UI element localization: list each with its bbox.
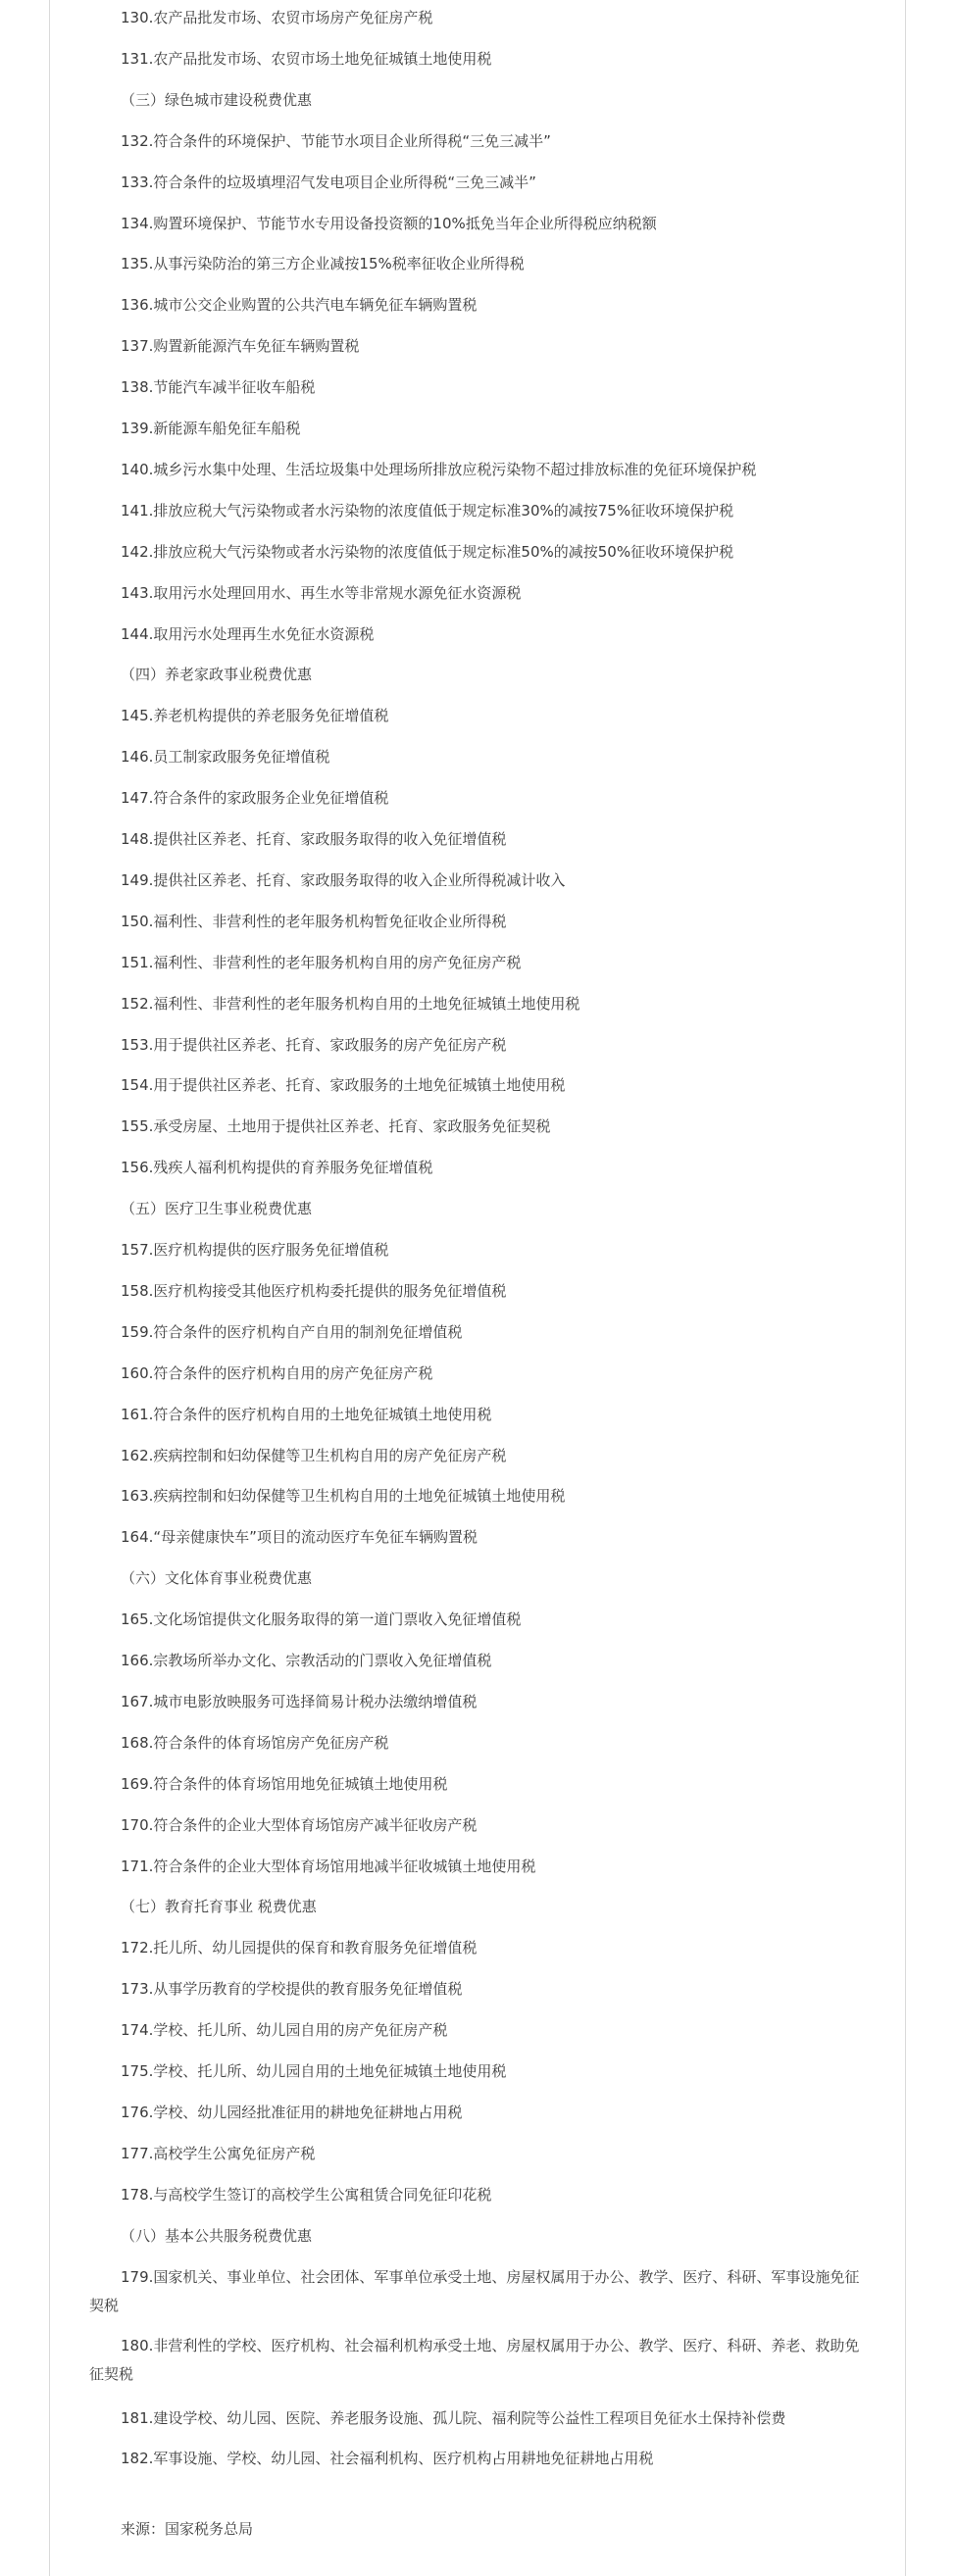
list-item: 162.疾病控制和妇幼保健等卫生机构自用的房产免征房产税 [121,1446,507,1464]
list-item: 138.节能汽车减半征收车船税 [121,378,316,397]
list-item: 141.排放应税大气污染物或者水污染物的浓度值低于规定标准30%的减按75%征收环境保护税 [121,501,734,520]
source-credit: 来源：国家税务总局 [121,2520,254,2539]
section-heading: （八）基本公共服务税费优惠 [121,2226,313,2245]
list-item: 135.从事污染防治的第三方企业减按15%税率征收企业所得税 [121,255,525,273]
list-item: 134.购置环境保护、节能节水专用设备投资额的10%抵免当年企业所得税应纳税额 [121,214,657,232]
list-item: 156.残疾人福利机构提供的育养服务免征增值税 [121,1159,433,1177]
list-item: 130.农产品批发市场、农贸市场房产免征房产税 [121,9,433,26]
list-item: 166.宗教场所举办文化、宗教活动的门票收入免征增值税 [121,1652,492,1669]
list-item: 159.符合条件的医疗机构自产自用的制剂免征增值税 [121,1322,463,1341]
list-item: 152.福利性、非营利性的老年服务机构自用的土地免征城镇土地使用税 [121,994,580,1013]
list-item: 139.新能源车船免征车船税 [121,420,301,437]
list-item: 140.城乡污水集中处理、生活垃圾集中处理场所排放应税污染物不超过排放标准的免征环境保护税 [121,460,757,478]
list-item: 164.“母亲健康快车”项目的流动医疗车免征车辆购置税 [121,1528,478,1547]
section-heading: （六）文化体育事业税费优惠 [121,1569,313,1588]
list-item: 168.符合条件的体育场馆房产免征房产税 [121,1733,389,1752]
list-item: 148.提供社区养老、托育、家政服务取得的收入免征增值税 [121,830,507,848]
list-item: 158.医疗机构接受其他医疗机构委托提供的服务免征增值税 [121,1281,507,1300]
list-item: 131.农产品批发市场、农贸市场土地免征城镇土地使用税 [121,49,492,68]
list-item: 147.符合条件的家政服务企业免征增值税 [121,789,389,808]
section-heading: （五）医疗卫生事业税费优惠 [121,1200,313,1218]
list-item: 137.购置新能源汽车免征车辆购置税 [121,337,360,356]
section-heading: （七）教育托育事业 税费优惠 [121,1898,317,1916]
list-item: 178.与高校学生签订的高校学生公寓租赁合同免征印花税 [121,2185,492,2204]
list-item: 181.建设学校、幼儿园、医院、养老服务设施、孤儿院、福利院等公益性工程项目免征水土保持补偿费 [121,2408,786,2427]
list-item: 133.符合条件的垃圾填埋沼气发电项目企业所得税“三免三减半” [121,173,536,191]
list-item: 171.符合条件的企业大型体育场馆用地减半征收城镇土地使用税 [121,1857,536,1875]
list-item: 150.福利性、非营利性的老年服务机构暂免征收企业所得税 [121,912,507,930]
list-item: 176.学校、幼儿园经批准征用的耕地免征耕地占用税 [121,2103,463,2121]
list-item: 165.文化场馆提供文化服务取得的第一道门票收入免征增值税 [121,1610,522,1629]
list-item: 143.取用污水处理回用水、再生水等非常规水源免征水资源税 [121,583,522,602]
section-heading: （三）绿色城市建设税费优惠 [121,90,313,109]
list-item: 173.从事学历教育的学校提供的教育服务免征增值税 [121,1980,463,1999]
list-item: 182.军事设施、学校、幼儿园、社会福利机构、医疗机构占用耕地免征耕地占用税 [121,2450,654,2468]
list-item: 167.城市电影放映服务可选择简易计税办法缴纳增值税 [121,1692,478,1710]
list-item: 160.符合条件的医疗机构自用的房产免征房产税 [121,1363,433,1382]
list-item: 172.托儿所、幼儿园提供的保育和教育服务免征增值税 [121,1939,478,1957]
list-item: 145.养老机构提供的养老服务免征增值税 [121,707,389,725]
list-item: 174.学校、托儿所、幼儿园自用的房产免征房产税 [121,2021,448,2040]
list-item-wrapped: 179.国家机关、事业单位、社会团体、军事单位承受土地、房屋权属用于办公、教学、医疗、科研、军事设施免征契税 [89,2267,860,2314]
list-item: 163.疾病控制和妇幼保健等卫生机构自用的土地免征城镇土地使用税 [121,1487,566,1506]
list-item: 132.符合条件的环境保护、节能节水项目企业所得税“三免三减半” [121,131,551,150]
list-item: 157.医疗机构提供的医疗服务免征增值税 [121,1241,389,1259]
list-item: 146.员工制家政服务免征增值税 [121,748,330,767]
list-item: 175.学校、托儿所、幼儿园自用的土地免征城镇土地使用税 [121,2062,507,2080]
list-item: 155.承受房屋、土地用于提供社区养老、托育、家政服务免征契税 [121,1117,551,1136]
list-item: 153.用于提供社区养老、托育、家政服务的房产免征房产税 [121,1035,507,1054]
list-item: 177.高校学生公寓免征房产税 [121,2144,316,2162]
list-item: 161.符合条件的医疗机构自用的土地免征城镇土地使用税 [121,1405,492,1423]
list-item: 170.符合条件的企业大型体育场馆房产减半征收房产税 [121,1815,478,1834]
list-item: 154.用于提供社区养老、托育、家政服务的土地免征城镇土地使用税 [121,1076,566,1095]
list-item-wrapped: 180.非营利性的学校、医疗机构、社会福利机构承受土地、房屋权属用于办公、教学、医疗、科研、养老、救助免征契税 [89,2336,860,2383]
list-item: 169.符合条件的体育场馆用地免征城镇土地使用税 [121,1774,448,1793]
list-item: 142.排放应税大气污染物或者水污染物的浓度值低于规定标准50%的减按50%征收环境保护税 [121,542,734,561]
list-item: 144.取用污水处理再生水免征水资源税 [121,624,375,643]
list-item: 151.福利性、非营利性的老年服务机构自用的房产免征房产税 [121,953,522,971]
list-item: 149.提供社区养老、托育、家政服务取得的收入企业所得税减计收入 [121,870,566,889]
list-item: 136.城市公交企业购置的公共汽电车辆免征车辆购置税 [121,296,478,315]
section-heading: （四）养老家政事业税费优惠 [121,666,313,684]
